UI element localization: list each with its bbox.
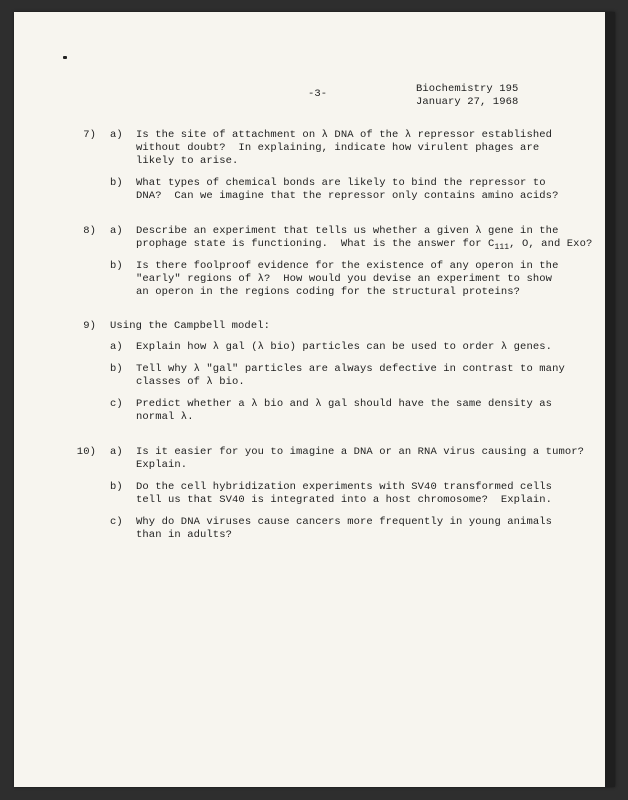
- question-number: 10): [76, 446, 96, 458]
- part-label: a): [110, 341, 123, 353]
- subscript: 111: [494, 243, 510, 252]
- question-line: Describe an experiment that tells us whether a given λ gene in the: [136, 225, 559, 237]
- part-label: b): [110, 177, 123, 189]
- page-number: -3-: [308, 88, 328, 100]
- question-line: Do the cell hybridization experiments with SV40 transformed cells: [136, 481, 553, 493]
- part-label: a): [110, 225, 123, 237]
- part-label: a): [110, 129, 123, 141]
- question-number: 9): [83, 320, 96, 332]
- question-line: Explain.: [136, 459, 188, 471]
- question-line: an operon in the regions coding for the structural proteins?: [136, 286, 521, 298]
- part-label: c): [110, 516, 123, 528]
- ink-mark: [63, 56, 67, 59]
- question-line: DNA? Can we imagine that the repressor only contains amino acids?: [136, 190, 559, 202]
- question-line: Is there foolproof evidence for the existence of any operon in the: [136, 260, 559, 272]
- question-line: Is the site of attachment on λ DNA of the λ repressor established: [136, 129, 553, 141]
- exam-date: January 27, 1968: [416, 96, 519, 108]
- part-label: c): [110, 398, 123, 410]
- question-line: What types of chemical bonds are likely to bind the repressor to: [136, 177, 546, 189]
- part-label: a): [110, 446, 123, 458]
- question-intro: Using the Campbell model:: [110, 320, 271, 332]
- question-line: likely to arise.: [136, 155, 239, 167]
- part-label: b): [110, 481, 123, 493]
- question-line: Predict whether a λ bio and λ gal should have the same density as: [136, 398, 553, 410]
- question-line: classes of λ bio.: [136, 376, 245, 388]
- question-line: Tell why λ "gal" particles are always defective in contrast to many: [136, 363, 565, 375]
- question-line: "early" regions of λ? How would you devise an experiment to show: [136, 273, 553, 285]
- question-line: Is it easier for you to imagine a DNA or an RNA virus causing a tumor?: [136, 446, 585, 458]
- question-number: 7): [83, 129, 96, 141]
- question-line: normal λ.: [136, 411, 194, 423]
- page-edge-shadow: [605, 12, 615, 787]
- question-line: tell us that SV40 is integrated into a host chromosome? Explain.: [136, 494, 553, 506]
- question-line: than in adults?: [136, 529, 233, 541]
- question-line: Explain how λ gal (λ bio) particles can be used to order λ genes.: [136, 341, 553, 353]
- question-number: 8): [83, 225, 96, 237]
- part-label: b): [110, 363, 123, 375]
- question-line: without doubt? In explaining, indicate how virulent phages are: [136, 142, 540, 154]
- question-line: Why do DNA viruses cause cancers more frequently in young animals: [136, 516, 553, 528]
- question-line: prophage state is functioning. What is the answer for $C_{111}$, O, and Exo?: [136, 238, 593, 252]
- course-title: Biochemistry 195: [416, 83, 519, 95]
- part-label: b): [110, 260, 123, 272]
